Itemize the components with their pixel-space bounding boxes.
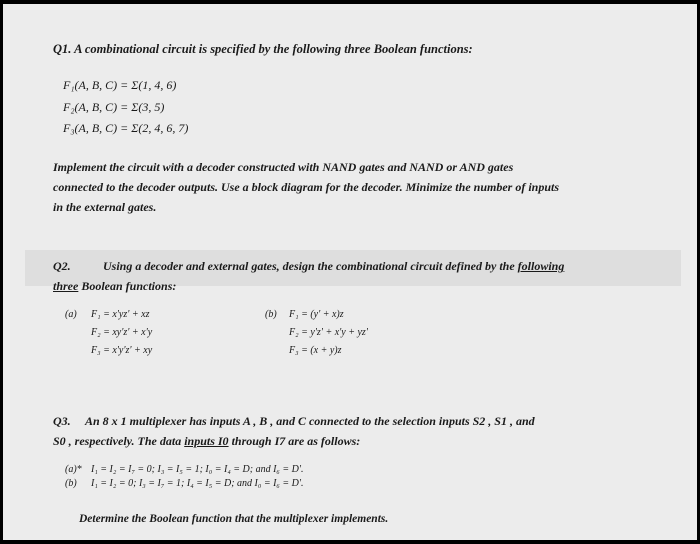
q3-item-a: I₁ = I₂ = I₇ = 0; I₃ = I₅ = 1; I₀ = I₄ = D; and I₆ = D'.	[91, 464, 304, 475]
q3-footer: Determine the Boolean function that the multiplexer implements.	[79, 513, 389, 525]
q1-function-f3: F₃(A, B, C) = Σ(2, 4, 6, 7)	[63, 121, 189, 135]
q2-part-a-f2: F₂ = xy'z' + x'y	[91, 327, 153, 338]
q3-line-2-link: inputs I0	[184, 434, 229, 448]
q2-part-b-f2: F₂ = y'z' + x'y + yz'	[289, 327, 368, 338]
q2-part-b-f1: F₁ = (y' + x)z	[289, 309, 344, 320]
q3-line-2-pre: S0 , respectively. The data	[53, 434, 182, 448]
q2-number: Q2.	[53, 259, 71, 273]
q2-heading-rest: Boolean functions:	[81, 279, 177, 293]
q3-item-a-label: (a)*	[65, 464, 82, 475]
q3-item-b: I₁ = I₂ = 0; I₃ = I₇ = 1; I₄ = I₅ = D; and I₀ = I₆ = D'.	[91, 478, 304, 489]
q1-function-f2: F₂(A, B, C) = Σ(3, 5)	[63, 100, 165, 114]
q1-heading: Q1. A combinational circuit is specified by the following three Boolean functions:	[53, 42, 473, 56]
q2-part-a-label: (a)	[65, 309, 77, 320]
q2-part-b-f3: F₃ = (x + y)z	[289, 345, 342, 356]
q2-heading-line-2	[53, 279, 176, 293]
q3-number: Q3.	[53, 414, 71, 428]
q2-part-b-label: (b)	[265, 309, 277, 320]
q2-heading-link-2: three	[53, 279, 79, 293]
q3-item-b-label: (b)	[65, 478, 77, 489]
q2-heading-text: Using a decoder and external gates, design the combinational circuit defined by the	[103, 259, 515, 273]
q1-function-f1: F₁(A, B, C) = Σ(1, 4, 6)	[63, 78, 177, 92]
q1-instruction-line-2: connected to the decoder outputs. Use a block diagram for the decoder. Minimize the number of inputs	[53, 180, 560, 194]
problem-sheet	[3, 4, 697, 540]
q2-heading-line-1	[103, 259, 564, 273]
q3-line-1: An 8 x 1 multiplexer has inputs A , B , and C connected to the selection inputs S2 , S1 , and	[85, 414, 535, 428]
q2-part-a-f1: F₁ = x'yz' + xz	[91, 309, 150, 320]
q1-instruction-line-3: in the external gates.	[53, 200, 157, 214]
q3-line-2-post: through I7 are as follows:	[231, 434, 361, 448]
q1-instruction-line-1: Implement the circuit with a decoder constructed with NAND gates and NAND or AND gates	[53, 160, 514, 174]
q2-part-a-f3: F₃ = x'y'z' + xy	[91, 345, 153, 356]
q2-heading-link: following	[517, 259, 565, 273]
q3-line-2	[53, 434, 360, 448]
